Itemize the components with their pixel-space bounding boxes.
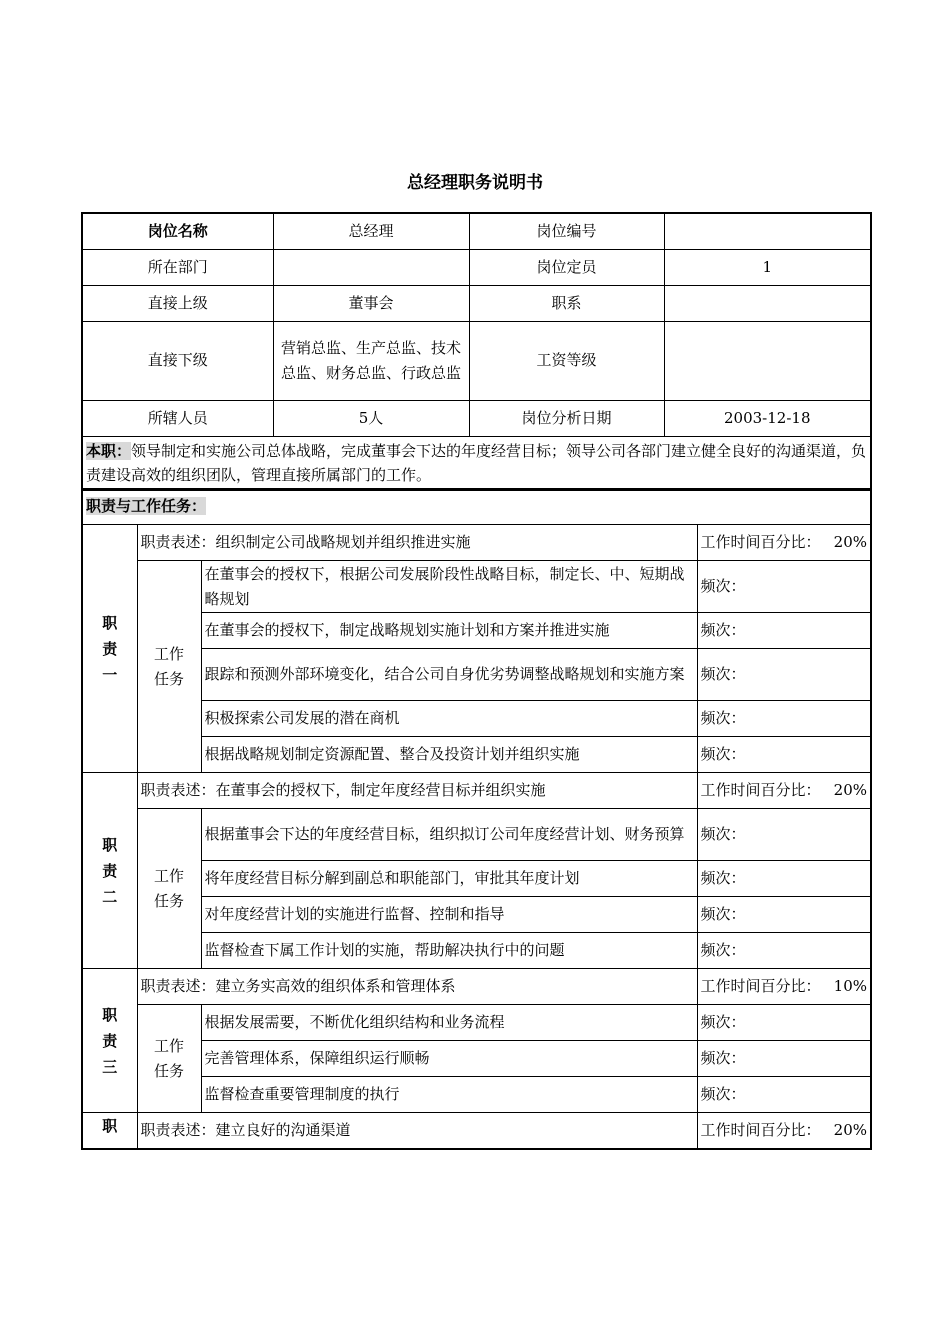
- task-row: [82, 561, 871, 613]
- duty-time-percent: [697, 969, 871, 1005]
- task-text: 完善管理体系，保障组织运行顺畅: [201, 1041, 697, 1077]
- duty-statement: [137, 969, 697, 1005]
- work-task-label-text: 工作任务: [153, 866, 184, 910]
- task-row: [82, 701, 871, 737]
- salary-grade-label: 工资等级: [469, 321, 664, 400]
- duty-statement-text: 组织制定公司战略规划并组织推进实施: [215, 533, 471, 551]
- duty-statement-row: [82, 969, 871, 1005]
- duties-header-label: 职责与工作任务：: [86, 497, 207, 515]
- task-text: 监督检查重要管理制度的执行: [201, 1077, 697, 1113]
- headcount-value: 1: [664, 249, 871, 285]
- task-frequency: 频次：: [697, 561, 871, 613]
- duty-statement: [137, 1113, 697, 1149]
- duty-statement-prefix: 职责表述：: [140, 977, 216, 995]
- time-percent-value: 20%: [833, 781, 868, 799]
- task-text: 跟踪和预测外部环境变化，结合公司自身优劣势调整战略规划和实施方案: [201, 649, 697, 701]
- position-info-table: [81, 212, 872, 491]
- task-text: 对年度经营计划的实施进行监督、控制和指导: [201, 897, 697, 933]
- task-frequency: 频次：: [697, 861, 871, 897]
- duty-name: [82, 773, 137, 969]
- salary-grade-value: [664, 321, 871, 400]
- job-family-value: [664, 285, 871, 321]
- task-frequency: 频次：: [697, 933, 871, 969]
- task-frequency: 频次：: [697, 897, 871, 933]
- task-frequency: 频次：: [697, 701, 871, 737]
- subordinates-label: 直接下级: [82, 321, 273, 400]
- duty-statement-row: [82, 773, 871, 809]
- position-name-value: 总经理: [273, 213, 469, 249]
- department-label: 所在部门: [82, 249, 273, 285]
- position-code-label: 岗位编号: [469, 213, 664, 249]
- job-summary-label: 本职：: [86, 441, 132, 460]
- task-frequency: 频次：: [697, 1041, 871, 1077]
- duty-name-text: 职责一: [102, 613, 118, 684]
- time-percent-value: 20%: [833, 1120, 868, 1139]
- job-summary-text: 领导制定和实施公司总体战略，完成董事会下达的年度经营目标；领导公司各部门建立健全良好的沟通渠道，负责建设高效的组织团队，管理直接所属部门的工作。: [86, 441, 867, 484]
- task-text: 监督检查下属工作计划的实施，帮助解决执行中的问题: [201, 933, 697, 969]
- work-task-label: [137, 809, 201, 969]
- position-name-label: 岗位名称: [82, 213, 273, 249]
- task-text: 根据发展需要，不断优化组织结构和业务流程: [201, 1005, 697, 1041]
- task-row: [82, 1077, 871, 1113]
- time-percent-label: 工作时间百分比：: [700, 533, 821, 551]
- work-task-label-text: 工作任务: [153, 644, 184, 688]
- duties-header-row: [82, 489, 871, 525]
- duty-statement-text: 建立良好的沟通渠道: [215, 1120, 351, 1139]
- task-row: [82, 933, 871, 969]
- duty-statement: [137, 773, 697, 809]
- duty-time-percent: [697, 525, 871, 561]
- time-percent-label: 工作时间百分比：: [700, 977, 821, 995]
- department-value: [273, 249, 469, 285]
- duty-name-text: 职责二: [102, 835, 118, 906]
- time-percent-label: 工作时间百分比：: [700, 781, 821, 799]
- task-frequency: 频次：: [697, 1077, 871, 1113]
- task-text: 将年度经营目标分解到副总和职能部门，审批其年度计划: [201, 861, 697, 897]
- duty-statement-prefix: 职责表述：: [140, 1120, 216, 1139]
- duty-statement: [137, 525, 697, 561]
- duty-statement-row: [82, 525, 871, 561]
- task-frequency: 频次：: [697, 809, 871, 861]
- staff-value: 5人: [273, 400, 469, 436]
- duty-statement-prefix: 职责表述：: [140, 781, 216, 799]
- superior-label: 直接上级: [82, 285, 273, 321]
- task-frequency: 频次：: [697, 737, 871, 773]
- task-text: 在董事会的授权下，根据公司发展阶段性战略目标，制定长、中、短期战略规划: [201, 561, 697, 613]
- staff-label: 所辖人员: [82, 400, 273, 436]
- task-frequency: 频次：: [697, 613, 871, 649]
- duties-header: [82, 489, 871, 525]
- duty-name: [82, 1113, 137, 1149]
- task-row: [82, 861, 871, 897]
- work-task-label-text: 工作任务: [153, 1036, 184, 1080]
- duty-statement-text: 建立务实高效的组织体系和管理体系: [215, 977, 456, 995]
- job-family-label: 职系: [469, 285, 664, 321]
- document-title: 总经理职务说明书: [407, 173, 543, 193]
- task-row: [82, 649, 871, 701]
- task-row: [82, 613, 871, 649]
- task-text: 积极探索公司发展的潜在商机: [201, 701, 697, 737]
- duty-name: [82, 969, 137, 1113]
- position-code-value: [664, 213, 871, 249]
- analysis-date-label: 岗位分析日期: [469, 400, 664, 436]
- time-percent-value: 20%: [833, 533, 868, 551]
- duty-statement-prefix: 职责表述：: [140, 533, 216, 551]
- task-text: 在董事会的授权下，制定战略规划实施计划和方案并推进实施: [201, 613, 697, 649]
- time-percent-label: 工作时间百分比：: [700, 1120, 821, 1139]
- duty-time-percent: [697, 773, 871, 809]
- duty-statement-row: [82, 1113, 871, 1149]
- duty-time-percent: [697, 1113, 871, 1149]
- duty-statement-text: 在董事会的授权下，制定年度经营目标并组织实施: [215, 781, 546, 799]
- subordinates-value: 营销总监、生产总监、技术总监、财务总监、行政总监: [273, 321, 469, 400]
- task-row: [82, 737, 871, 773]
- task-frequency: 频次：: [697, 1005, 871, 1041]
- duties-table: [81, 488, 872, 1150]
- duty-name-text: 职责三: [102, 1005, 118, 1076]
- time-percent-value: 10%: [833, 977, 868, 995]
- task-text: 根据董事会下达的年度经营目标，组织拟订公司年度经营计划、财务预算: [201, 809, 697, 861]
- analysis-date-value: 2003-12-18: [664, 400, 871, 436]
- task-text: 根据战略规划制定资源配置、整合及投资计划并组织实施: [201, 737, 697, 773]
- work-task-label: [137, 1005, 201, 1113]
- job-summary: [82, 436, 871, 490]
- duty-name-text: 职: [102, 1117, 118, 1135]
- task-frequency: 频次：: [697, 649, 871, 701]
- task-row: [82, 1041, 871, 1077]
- task-row: [82, 809, 871, 861]
- headcount-label: 岗位定员: [469, 249, 664, 285]
- task-row: [82, 897, 871, 933]
- superior-value: 董事会: [273, 285, 469, 321]
- work-task-label: [137, 561, 201, 773]
- task-row: [82, 1005, 871, 1041]
- duty-name: [82, 525, 137, 773]
